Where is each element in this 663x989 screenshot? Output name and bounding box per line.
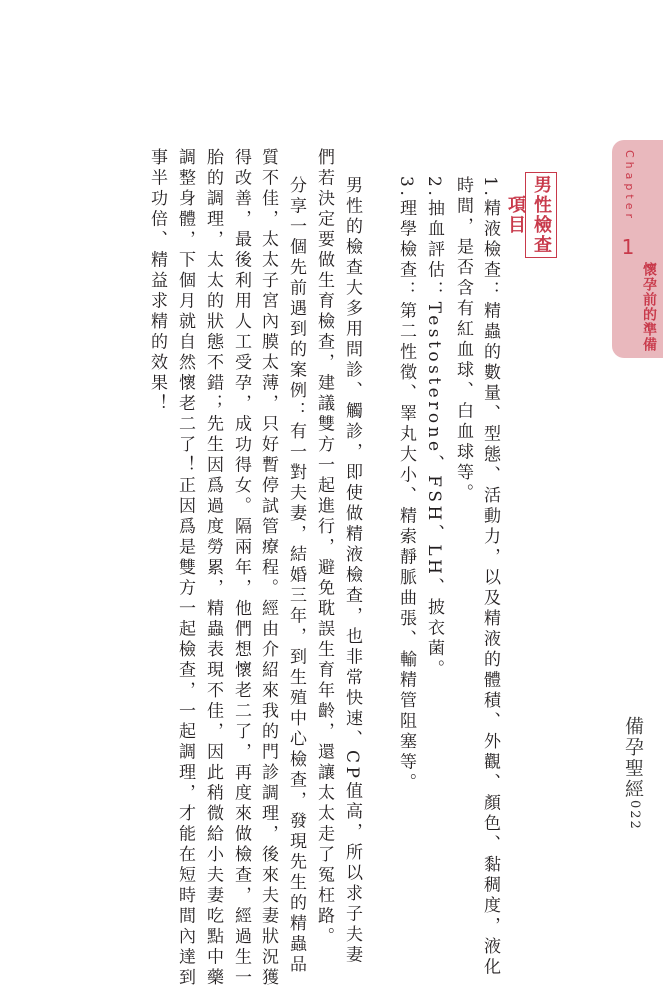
text-line-6: 們若決定要做生育檢查，建議雙方一起進行，避免耽誤生育年齡，還讓太太走了冤枉路。 — [314, 148, 334, 948]
text-line-9: 得改善，最後利用人工受孕，成功得女。隔兩年，他們想懷老二了，再度來做檢查，經過生一 — [231, 148, 251, 989]
text-line-4: 3.理學檢查：第二性徵、睪丸大小、精索靜脈曲張、輸精管阻塞等。 — [396, 176, 416, 794]
text-line-8: 質不佳，太太子宮內膜太薄，只好暫停試管療程。經由介紹來我的門診調理，後來夫妻狀況獲 — [258, 148, 278, 989]
book-title: 備孕聖經 — [622, 716, 644, 800]
chapter-number: 1 — [621, 235, 635, 259]
page-number: 022 — [627, 800, 642, 831]
text-line-5: 男性的檢查大多用問診、觸診，即使做精液檢查，也非常快速、CP值高，所以求子夫妻 — [342, 176, 362, 966]
chapter-title: 懷孕前的準備 — [641, 262, 657, 352]
text-line-10: 胎的調理，太太的狀態不錯；先生因爲過度勞累，精蟲表現不佳，因此稍微給小夫妻吃點中藥 — [203, 148, 223, 989]
text-line-7: 分享一個先前遇到的案例：有一對夫妻，結婚三年，到生殖中心檢查，發現先生的精蟲品 — [286, 176, 306, 976]
section-heading: 男性檢查項目 — [505, 175, 552, 255]
text-line-1: 1.精液檢查：精蟲的數量、型態、活動力，以及精液的體積、外觀、顏色、黏稠度，液化 — [480, 176, 500, 979]
text-line-12: 事半功倍、精益求精的效果！ — [147, 148, 167, 415]
chapter-label: Chapter — [623, 150, 636, 222]
text-line-3: 2.抽血評估：Testosterone、FSH、LH、披衣菌。 — [424, 176, 444, 680]
text-line-11: 調整身體，下個月就自然懷老二了！正因爲是雙方一起檢查，一起調理，才能在短時間內達到 — [175, 148, 195, 989]
text-line-2: 時間，是否含有紅血球、白血球等。 — [453, 176, 473, 504]
